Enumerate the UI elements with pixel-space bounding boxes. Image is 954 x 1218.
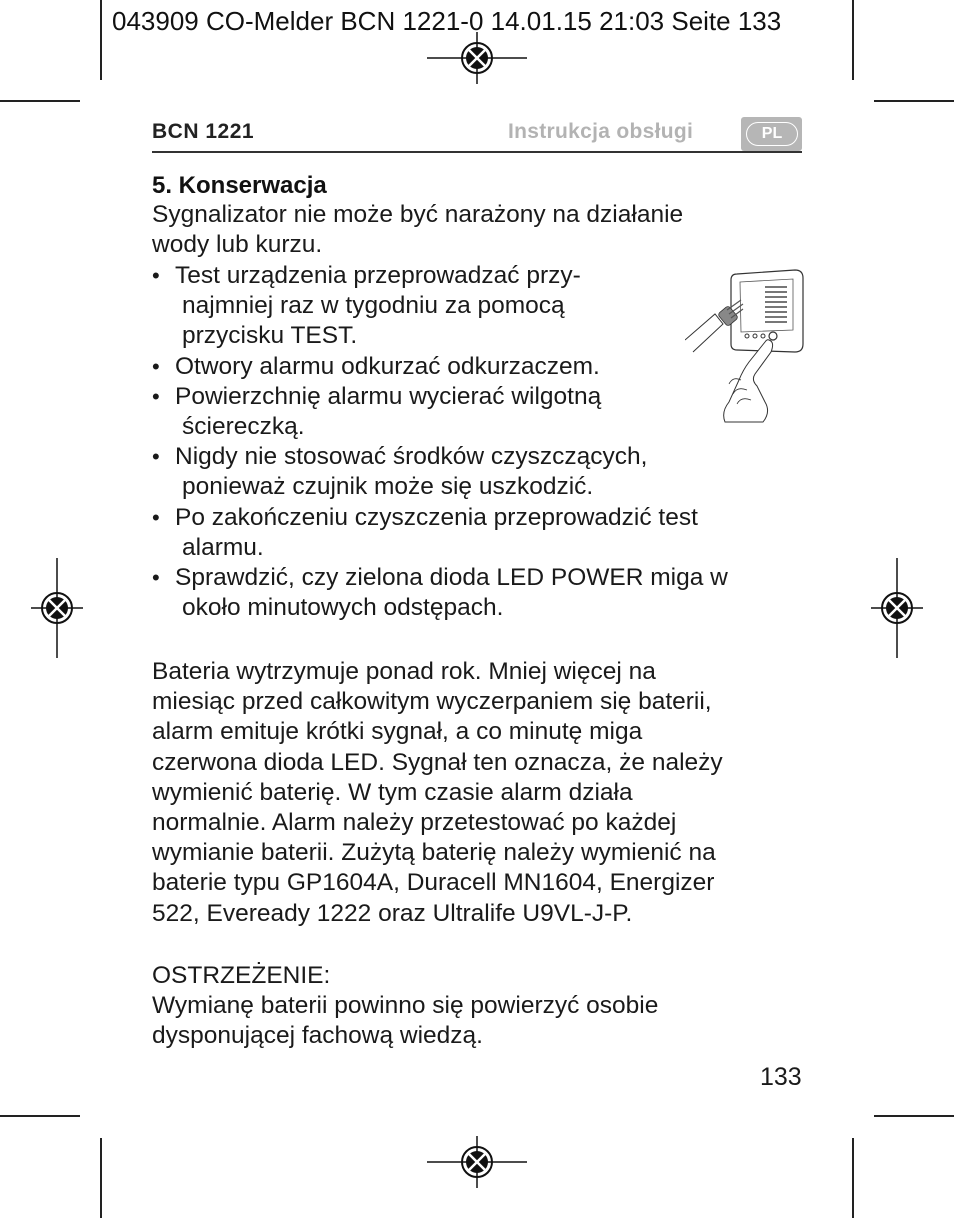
maintenance-list [152, 261, 728, 623]
warning-body [152, 991, 658, 1051]
text-line: Sygnalizator nie może być narażony na działanie [152, 201, 684, 228]
text-line: ściereczką. [182, 413, 305, 441]
crop-mark [100, 0, 102, 80]
alarm-cleaning-illustration [685, 262, 805, 424]
list-item [152, 442, 728, 502]
text-line: czerwona dioda LED. Sygnał ten oznacza, że należy [152, 748, 723, 776]
crop-mark [874, 1115, 954, 1117]
crop-mark [852, 1138, 854, 1218]
list-item [152, 352, 728, 382]
list-item [152, 382, 728, 442]
intro-paragraph [152, 200, 683, 260]
text-line: dysponującej fachową wiedzą. [152, 1022, 483, 1050]
header-doc-title: Instrukcja obsługi [508, 120, 694, 143]
bullet-icon: • [152, 565, 160, 591]
list-item [152, 261, 728, 352]
text-line: miesiąc przed całkowitym wyczerpaniem się baterii, [152, 688, 712, 716]
text-line: Po zakończeniu czyszczenia przeprowadzić test [175, 503, 698, 531]
crop-mark [0, 100, 80, 102]
text-line: Test urządzenia przeprowadzać przy- [175, 262, 581, 289]
text-line: wody lub kurzu. [152, 231, 323, 259]
text-line: Otwory alarmu odkurzać odkurzaczem. [175, 352, 600, 380]
page-number: 133 [760, 1063, 802, 1091]
text-line: Wymianę baterii powinno się powierzyć osobie [152, 992, 659, 1019]
text-line: najmniej raz w tygodniu za pomocą [182, 292, 565, 320]
bullet-icon: • [152, 353, 160, 379]
text-line: alarm emituje krótki sygnał, a co minutę miga [152, 718, 643, 746]
text-line: Sprawdzić, czy zielona dioda LED POWER miga w [175, 564, 728, 592]
bullet-icon: • [152, 263, 160, 288]
bullet-icon: • [152, 504, 160, 530]
text-line: normalnie. Alarm należy przetestować po każdej [152, 809, 677, 837]
print-slug: 043909 CO-Melder BCN 1221-0 14.01.15 21:03 Seite 133 [112, 6, 782, 36]
text-line: Nigdy nie stosować środków czyszczących, [175, 443, 648, 471]
crop-mark [0, 1115, 80, 1117]
language-badge-label: PL [746, 122, 798, 146]
bullet-icon: • [152, 383, 160, 409]
crop-mark [852, 0, 854, 80]
text-line: baterie typu GP1604A, Duracell MN1604, Energizer [152, 869, 715, 897]
registration-mark-icon [31, 558, 83, 658]
crop-mark [100, 1138, 102, 1218]
text-line: 522, Eveready 1222 oraz Ultralife U9VL-J-P. [152, 899, 633, 927]
text-line: przycisku TEST. [182, 322, 358, 350]
crop-mark [874, 100, 954, 102]
text-line: ponieważ czujnik może się uszkodzić. [182, 473, 594, 501]
list-item [152, 503, 728, 563]
text-line: wymianie baterii. Zużytą baterię należy wymienić na [152, 839, 716, 867]
bullet-icon: • [152, 444, 160, 470]
warning-heading: OSTRZEŻENIE: [152, 962, 331, 989]
text-line: około minutowych odstępach. [182, 594, 504, 622]
header-rule [152, 151, 802, 153]
text-line: alarmu. [182, 533, 264, 561]
text-line: Bateria wytrzymuje ponad rok. Mniej więcej na [152, 658, 656, 685]
registration-mark-icon [871, 558, 923, 658]
list-item [152, 563, 728, 623]
registration-mark-icon [427, 1136, 527, 1188]
text-line: Powierzchnię alarmu wycierać wilgotną [175, 382, 602, 410]
text-line: wymienić baterię. W tym czasie alarm działa [152, 778, 633, 806]
section-heading: 5. Konserwacja [152, 172, 327, 199]
registration-mark-icon [427, 32, 527, 84]
header-model: BCN 1221 [152, 120, 255, 143]
battery-paragraph [152, 657, 723, 929]
language-badge [741, 117, 802, 151]
